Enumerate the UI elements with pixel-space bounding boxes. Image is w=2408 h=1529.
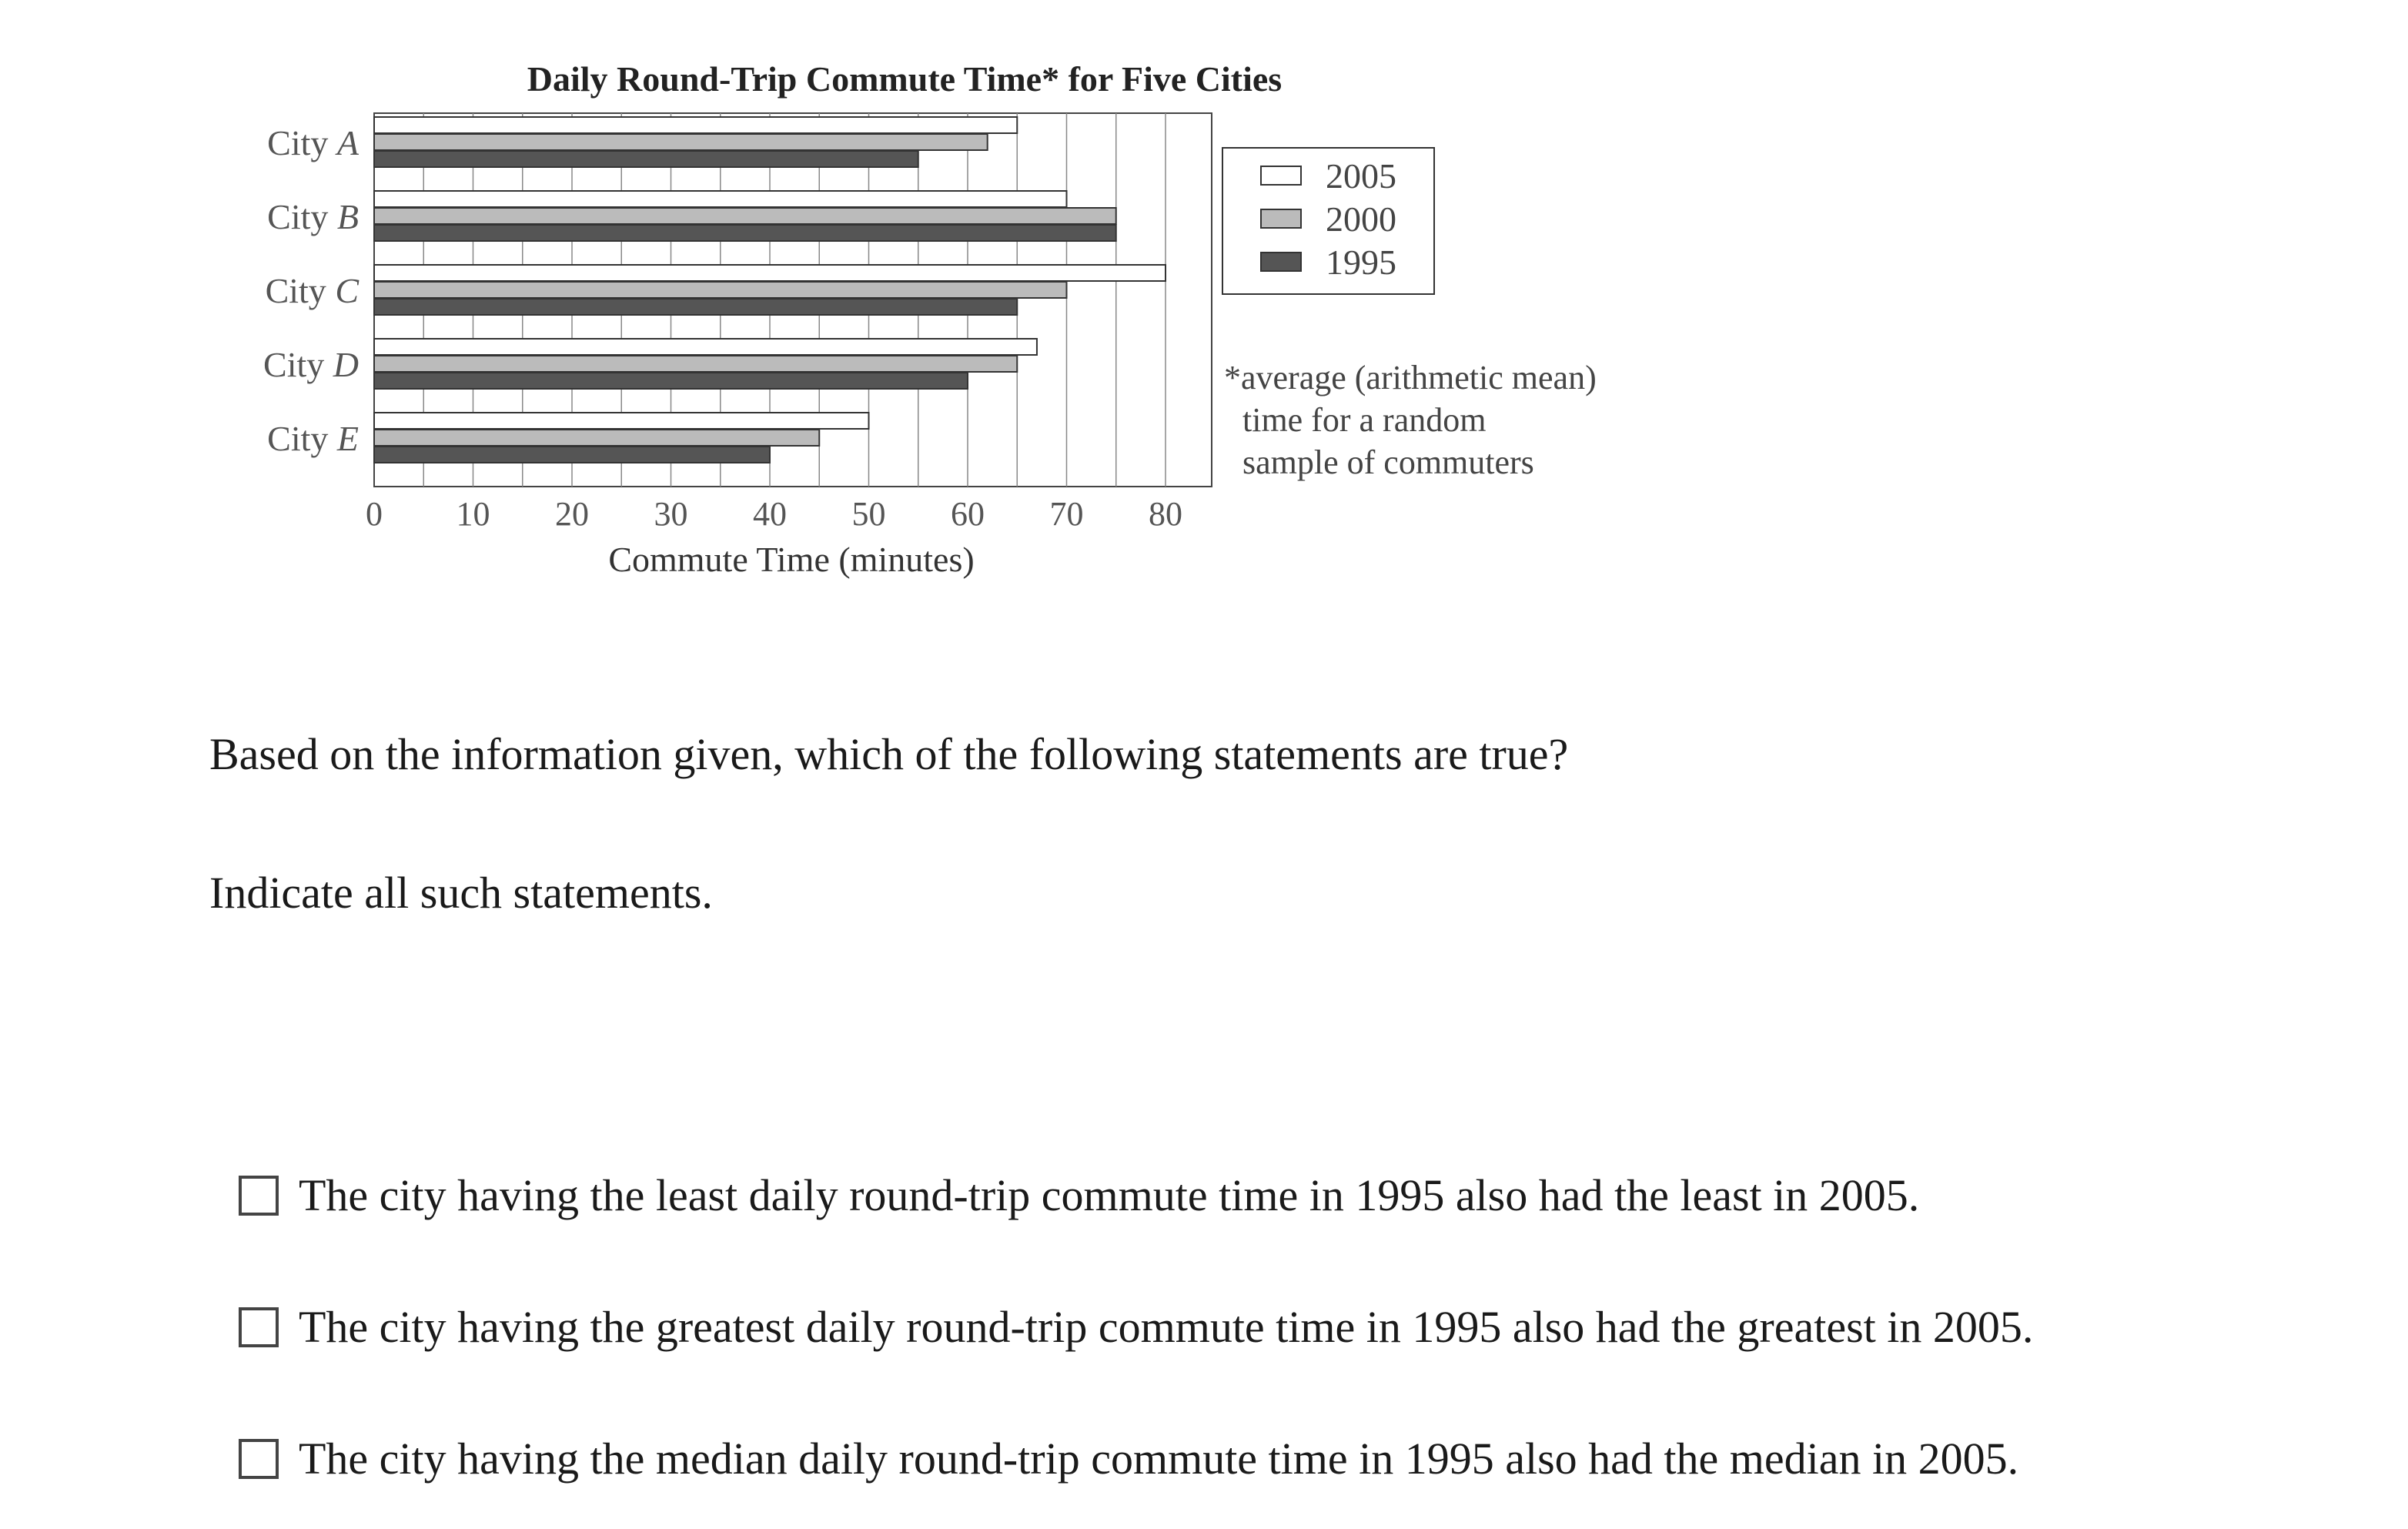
commute-time-chart — [0, 0, 1694, 601]
bar-city-d-2005 — [374, 339, 1037, 355]
legend-swatch-2005 — [1261, 166, 1301, 185]
checkbox-2[interactable] — [239, 1307, 279, 1347]
chart-footnote-line: sample of commuters — [1242, 443, 1534, 481]
category-label: City E — [267, 419, 359, 458]
legend-swatch-1995 — [1261, 253, 1301, 271]
x-tick-label: 60 — [951, 495, 985, 533]
bar-city-c-1995 — [374, 299, 1017, 315]
answer-option-1[interactable] — [239, 1169, 1919, 1223]
bar-city-c-2000 — [374, 282, 1067, 298]
x-tick-label: 80 — [1149, 495, 1182, 533]
bar-city-e-2005 — [374, 413, 869, 429]
question-prompt: Based on the information given, which of the following statements are true? — [209, 729, 1569, 779]
bar-city-d-1995 — [374, 373, 968, 389]
legend-label-2005: 2005 — [1326, 156, 1396, 196]
legend-swatch-2000 — [1261, 209, 1301, 228]
bar-city-e-2000 — [374, 430, 819, 446]
x-tick-label: 40 — [753, 495, 787, 533]
bar-city-a-1995 — [374, 151, 918, 167]
x-tick-label: 30 — [654, 495, 688, 533]
category-label: City A — [267, 123, 359, 162]
x-tick-label: 0 — [366, 495, 383, 533]
chart-footnote-line: time for a random — [1242, 401, 1487, 439]
bar-city-e-1995 — [374, 447, 770, 463]
bar-city-d-2000 — [374, 356, 1017, 372]
chart-canvas — [0, 0, 1694, 601]
option-label-1: The city having the least daily round-trip commute time in 1995 also had the least in 2005. — [299, 1170, 1920, 1220]
bar-city-c-2005 — [374, 265, 1166, 281]
x-tick-label: 20 — [555, 495, 589, 533]
bar-city-b-2005 — [374, 191, 1067, 207]
chart-title: Daily Round-Trip Commute Time* for Five Cities — [527, 59, 1283, 99]
legend-label-2000: 2000 — [1326, 199, 1396, 239]
bar-city-a-2005 — [374, 117, 1017, 133]
answer-option-3[interactable] — [239, 1432, 2018, 1486]
chart-footnote-line: *average (arithmetic mean) — [1224, 359, 1597, 396]
option-label-3: The city having the median daily round-trip commute time in 1995 also had the median in 2005. — [299, 1434, 2019, 1484]
legend-label-1995: 1995 — [1326, 243, 1396, 282]
question-instruction: Indicate all such statements. — [209, 868, 713, 918]
x-tick-label: 70 — [1049, 495, 1084, 533]
bar-city-b-2000 — [374, 208, 1116, 224]
checkbox-3[interactable] — [239, 1439, 279, 1479]
x-tick-label: 10 — [456, 495, 490, 533]
bar-city-b-1995 — [374, 225, 1116, 241]
bar-city-a-2000 — [374, 134, 988, 150]
category-label: City C — [265, 271, 359, 310]
answer-option-2[interactable] — [239, 1300, 2033, 1354]
x-axis-label: Commute Time (minutes) — [608, 540, 975, 579]
option-label-2: The city having the greatest daily round-trip commute time in 1995 also had the greatest in 2005. — [299, 1302, 2034, 1352]
x-tick-label: 50 — [851, 495, 886, 533]
category-label: City D — [263, 345, 359, 384]
category-label: City B — [267, 197, 359, 236]
checkbox-1[interactable] — [239, 1176, 279, 1216]
